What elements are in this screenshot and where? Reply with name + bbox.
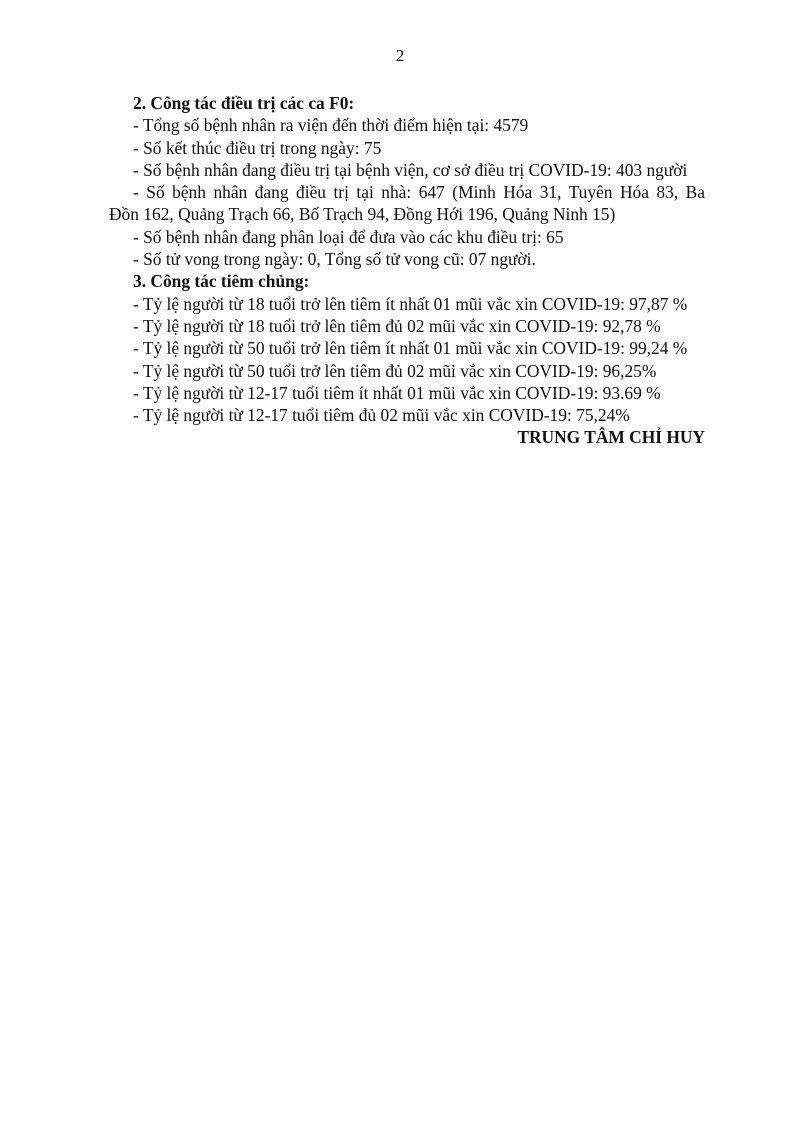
list-item-home-treatment: - Số bệnh nhân đang điều trị tại nhà: 647 (Minh Hóa 31, Tuyên Hóa 83, Ba (133, 182, 705, 203)
section-2-heading: 2. Công tác điều trị các ca F0: (133, 93, 355, 113)
list-item: - Số bệnh nhân đang phân loại để đưa vào các khu điều trị: 65 (133, 226, 564, 247)
list-item: - Số kết thúc điều trị trong ngày: 75 (133, 137, 382, 158)
list-item: - Tỷ lệ người từ 12-17 tuổi tiêm đủ 02 mũi vắc xin COVID-19: 75,24% (133, 405, 630, 426)
page-number: 2 (395, 46, 405, 65)
list-item: - Tổng số bệnh nhân ra viện đến thời điểm hiện tại: 4579 (133, 115, 529, 136)
list-item: - Tỷ lệ người từ 50 tuổi trở lên tiêm ít nhất 01 mũi vắc xin COVID-19: 99,24 % (133, 338, 688, 359)
signature-block: TRUNG TÂM CHỈ HUY (517, 427, 705, 447)
list-item: - Tỷ lệ người từ 12-17 tuổi tiêm ít nhất 01 mũi vắc xin COVID-19: 93.69 % (133, 382, 661, 403)
list-item: - Tỷ lệ người từ 18 tuổi trở lên tiêm ít nhất 01 mũi vắc xin COVID-19: 97,87 % (133, 293, 688, 314)
list-item-home-treatment-continued: Đồn 162, Quảng Trạch 66, Bố Trạch 94, Đồng Hới 196, Quảng Ninh 15) (109, 204, 616, 225)
list-item: - Tỷ lệ người từ 50 tuổi trở lên tiêm đủ 02 mũi vắc xin COVID-19: 96,25% (133, 360, 657, 381)
document-body (109, 92, 705, 426)
list-item: - Tỷ lệ người từ 18 tuổi trở lên tiêm đủ 02 mũi vắc xin COVID-19: 92,78 % (133, 315, 661, 336)
list-item: - Số bệnh nhân đang điều trị tại bệnh viện, cơ sở điều trị COVID-19: 403 người (133, 159, 688, 180)
section-3-heading: 3. Công tác tiêm chủng: (133, 271, 310, 292)
list-item: - Số tử vong trong ngày: 0, Tổng số tử vong cũ: 07 người. (133, 249, 536, 270)
